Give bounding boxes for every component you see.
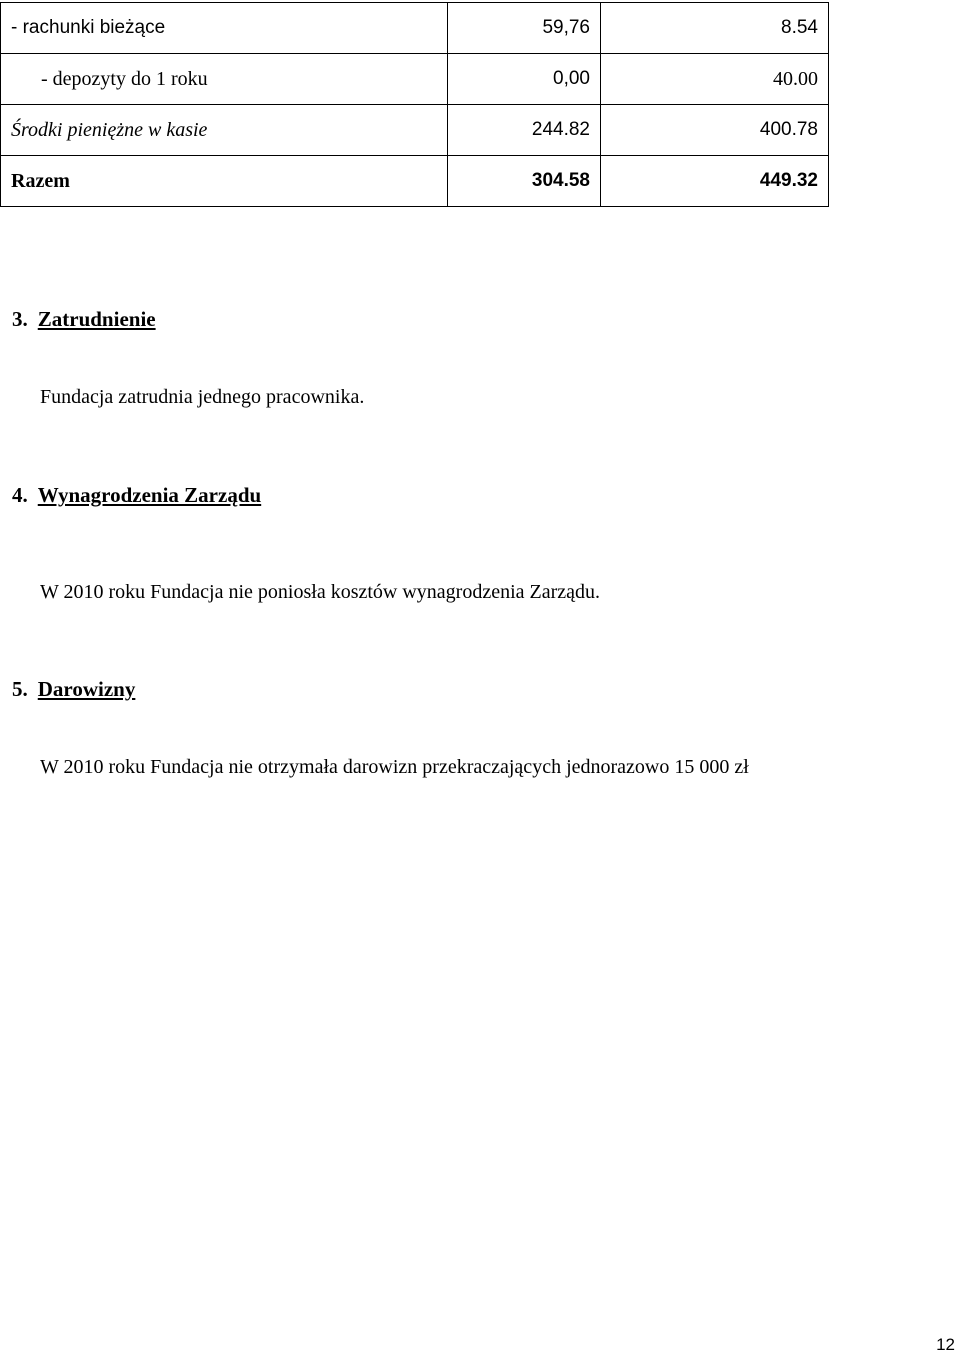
section-number: 5. xyxy=(12,677,28,701)
section-title: Zatrudnienie xyxy=(37,307,156,331)
section-title: Darowizny xyxy=(37,677,136,701)
section-text: W 2010 roku Fundacja nie poniosła kosztów wynagrodzenia Zarządu. xyxy=(40,581,601,603)
table-row xyxy=(1,105,829,156)
row-value-1: 59,76 xyxy=(448,3,601,54)
table-row xyxy=(1,54,829,105)
page-number: 12 xyxy=(936,1335,955,1354)
section-title: Wynagrodzenia Zarządu xyxy=(37,483,262,507)
section-number: 3. xyxy=(12,307,28,331)
cash-table xyxy=(0,2,829,207)
row-value-2: 400.78 xyxy=(601,105,829,156)
table-row-total xyxy=(1,156,829,207)
table-row xyxy=(1,3,829,54)
row-value-1: 0,00 xyxy=(448,54,601,105)
row-value-1: 244.82 xyxy=(448,105,601,156)
section-number: 4. xyxy=(12,483,28,507)
row-value-1: 304.58 xyxy=(448,156,601,207)
section-heading xyxy=(12,677,135,702)
row-label: Razem xyxy=(1,156,448,207)
section-heading xyxy=(12,307,156,332)
section-heading xyxy=(12,483,261,508)
section-text: W 2010 roku Fundacja nie otrzymała darowizn przekraczających jednorazowo 15 000 zł xyxy=(40,756,749,778)
row-label: Środki pieniężne w kasie xyxy=(1,105,448,156)
row-value-2: 40.00 xyxy=(601,54,829,105)
row-label: - depozyty do 1 roku xyxy=(1,54,448,105)
row-value-2: 8.54 xyxy=(601,3,829,54)
row-label: - rachunki bieżące xyxy=(1,3,448,54)
section-text: Fundacja zatrudnia jednego pracownika. xyxy=(40,386,365,408)
row-value-2: 449.32 xyxy=(601,156,829,207)
